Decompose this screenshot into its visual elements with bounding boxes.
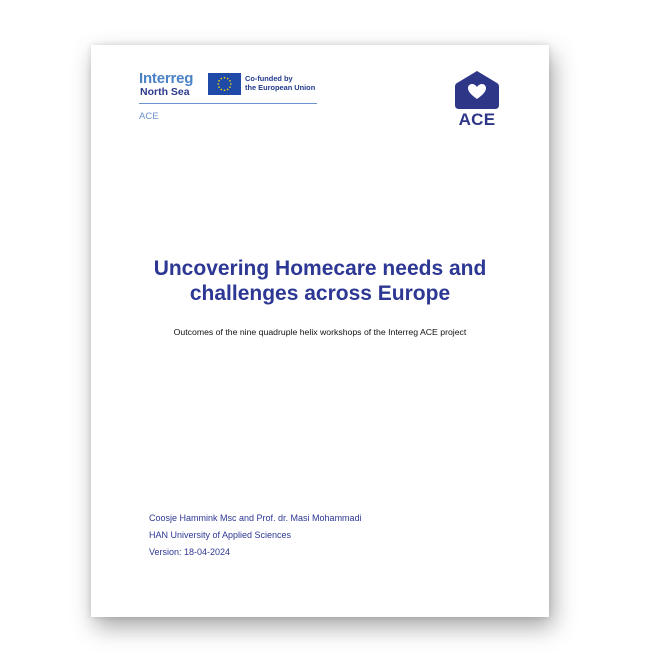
version: Version: 18-04-2024 (149, 547, 231, 557)
logo-divider (139, 103, 317, 104)
institution: HAN University of Applied Sciences (149, 530, 292, 540)
title-line-2: challenges across Europe (189, 282, 451, 305)
eu-star (224, 90, 226, 92)
eu-star (229, 86, 231, 88)
ace-logo (455, 69, 499, 131)
title-line-1: Uncovering Homecare needs and (153, 257, 487, 280)
eu-star (217, 83, 219, 85)
eu-star (221, 78, 223, 80)
eu-flag-icon (208, 73, 241, 95)
project-label: ACE (139, 111, 159, 122)
cofunded-text (245, 74, 315, 92)
eu-star (229, 80, 231, 82)
interreg-wordmark: Interreg (139, 70, 194, 87)
cofunded-line-1: Co-funded by (245, 74, 293, 83)
eu-star (218, 86, 220, 88)
eu-star (227, 78, 229, 80)
eu-star (221, 89, 223, 91)
eu-star (227, 89, 229, 91)
ace-house-heart-icon (455, 69, 499, 109)
eu-star (224, 77, 226, 79)
cofunded-line-2: the European Union (245, 83, 316, 92)
authors: Coosje Hammink Msc and Prof. dr. Masi Mohammadi (149, 513, 362, 523)
north-sea-wordmark: North Sea (140, 86, 190, 98)
ace-logo-text: ACE (458, 110, 496, 129)
eu-star (230, 83, 232, 85)
document-footer (149, 510, 362, 561)
document-subtitle: Outcomes of the nine quadruple helix workshops of the Interreg ACE project (173, 327, 467, 337)
eu-star (218, 80, 220, 82)
document-page (91, 45, 549, 617)
document-title (111, 256, 529, 306)
